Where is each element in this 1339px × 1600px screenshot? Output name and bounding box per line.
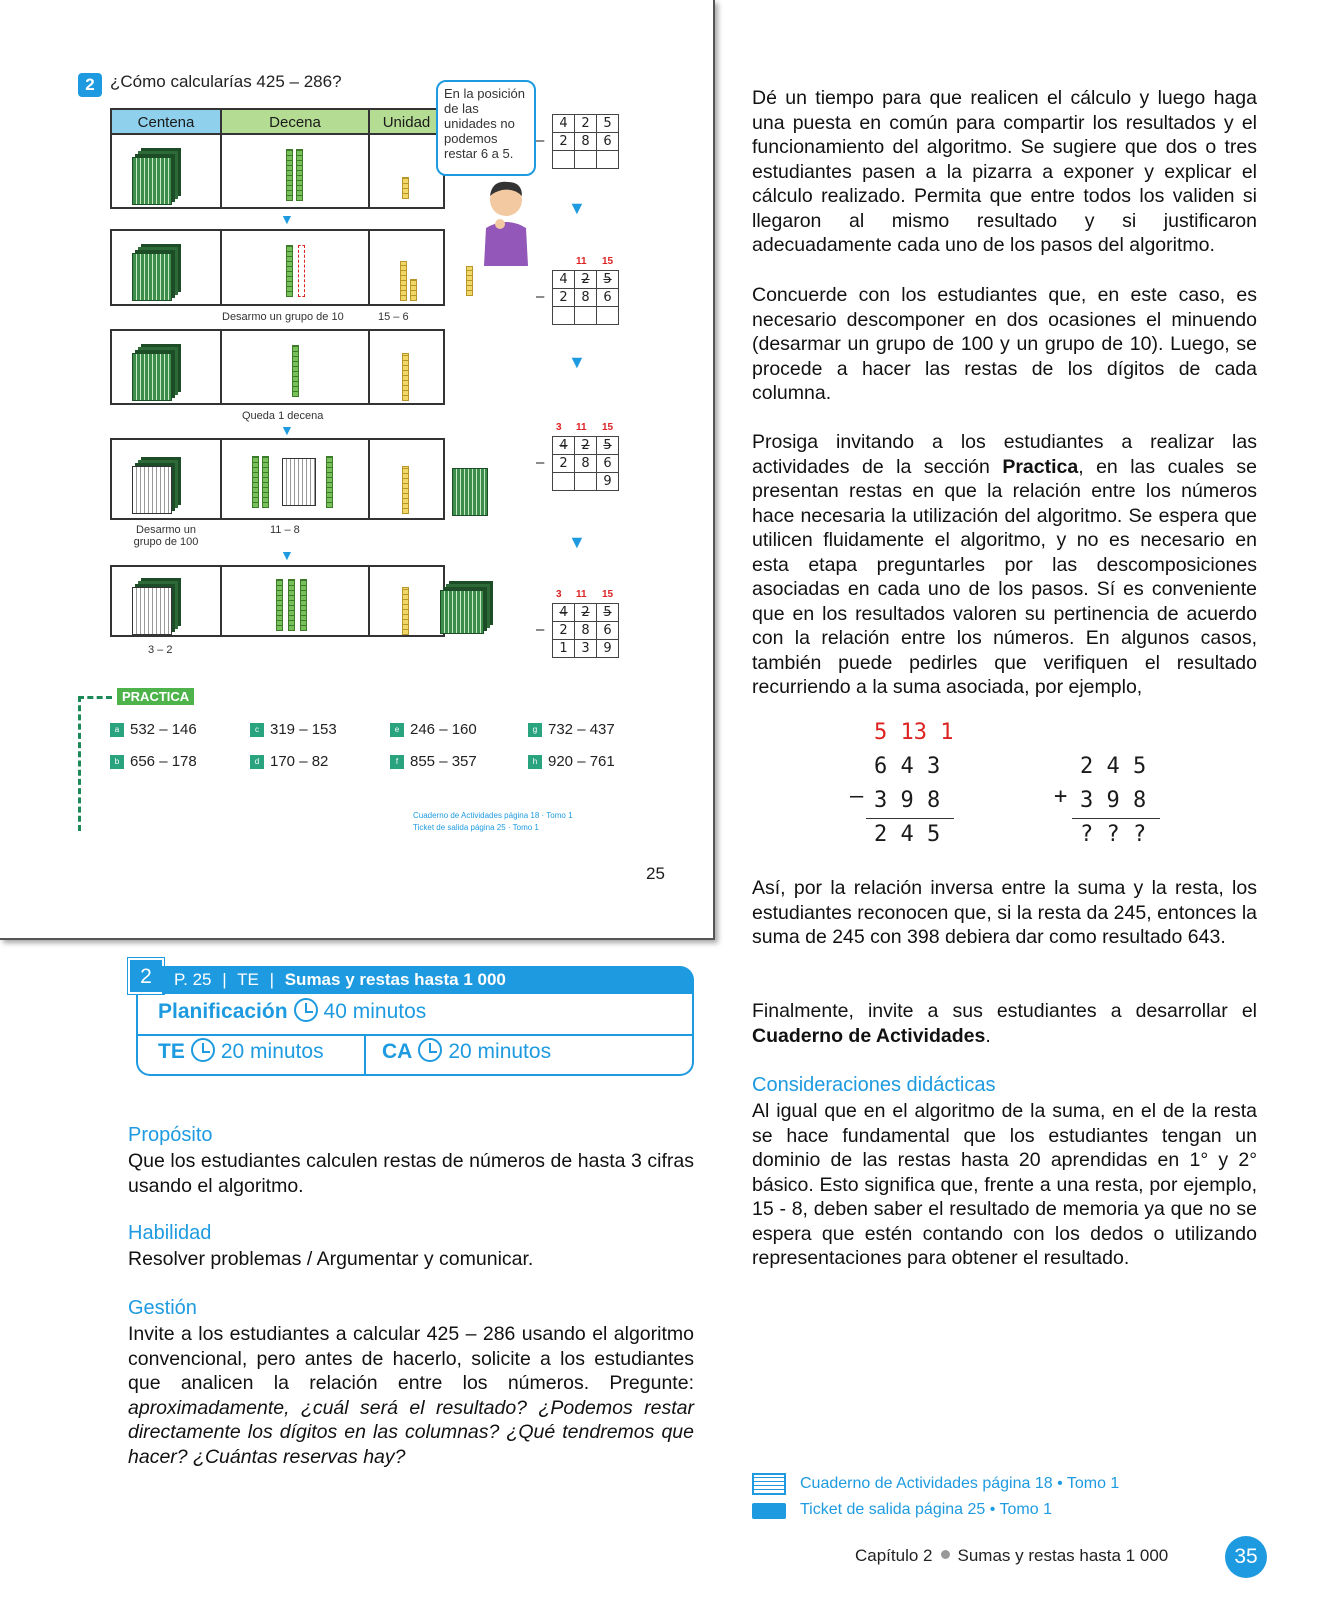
digit: 8 [575, 289, 597, 307]
digit [575, 473, 597, 491]
caption-units-op: 15 – 6 [378, 311, 409, 323]
tens-taken [452, 468, 488, 516]
digit-crossed: 2 [575, 437, 597, 455]
p3-part-a: Prosiga invitando a los estudiantes a realizar las actividades de la sección [752, 431, 1257, 478]
calc-carries: 5 13 1 [874, 720, 954, 745]
caption-one-ten-left: Queda 1 decena [242, 410, 324, 422]
exercise-expr: 246 – 160 [410, 721, 477, 738]
digit: 8 [575, 133, 597, 151]
digit-crossed: 5 [597, 437, 619, 455]
planning-divider [136, 1034, 694, 1036]
place-value-row-1 [110, 133, 445, 209]
calc-add-result: ? ? ? [1080, 822, 1147, 847]
exercise-g [528, 721, 615, 738]
carry-digit: 11 [576, 589, 587, 600]
exercise-expr: 656 – 178 [130, 753, 197, 770]
footer-title: Sumas y restas hasta 1 000 [957, 1546, 1169, 1565]
section-number-badge: 2 [128, 958, 164, 994]
digit-crossed: 4 [553, 604, 575, 622]
planning-header: P. 25 | TE | Sumas y restas hasta 1 000 [162, 966, 694, 994]
digit-crossed: 5 [597, 271, 619, 289]
calc-add-op: + [1054, 784, 1068, 809]
down-arrow-icon: ▼ [568, 198, 586, 218]
unit-cubes-taken [466, 266, 473, 296]
ref-ticket-small: Ticket de salida página 25 · Tomo 1 [413, 823, 539, 832]
down-arrow-icon: ▼ [280, 547, 294, 563]
p5-part-a: Finalmente, invite a sus estudiantes a desarrollar el [752, 1000, 1257, 1022]
p3-practica-bold: Practica [1002, 455, 1079, 478]
student-character-illustration [478, 176, 534, 266]
practica-dashed-line [78, 696, 81, 831]
digit: 8 [575, 622, 597, 640]
carry-digit: 15 [602, 256, 614, 267]
digit: 4 [553, 115, 575, 133]
planning-te-row [158, 1038, 324, 1064]
exercise-letter: f [390, 755, 404, 769]
student-page-thumbnail [0, 0, 715, 940]
ticket-icon [752, 1503, 786, 1519]
consideraciones-heading: Consideraciones didácticas [752, 1074, 996, 1096]
unit-cubes [410, 279, 417, 301]
notebook-icon [752, 1473, 786, 1495]
exercise-d [250, 753, 328, 770]
calc-rule [1072, 818, 1160, 819]
place-value-row-5 [110, 565, 445, 637]
ca-time: 20 minutos [448, 1040, 552, 1063]
planning-divider [364, 1034, 366, 1076]
exercise-letter: a [110, 723, 124, 737]
digit: 9 [597, 473, 619, 491]
hundred-blocks [132, 353, 172, 401]
exercise-letter: h [528, 755, 542, 769]
minus-sign: – [536, 132, 545, 149]
digit-crossed: 2 [575, 271, 597, 289]
question-title: ¿Cómo calcularías 425 – 286? [110, 72, 342, 91]
planning-title: Sumas y restas hasta 1 000 [284, 970, 506, 989]
clock-icon [418, 1038, 442, 1062]
carry-digit: 3 [556, 589, 562, 600]
carry-digit: 15 [602, 422, 614, 433]
exercise-letter: b [110, 755, 124, 769]
te-time-label: TE [158, 1040, 185, 1063]
ten-rod [262, 456, 269, 508]
question-number-badge: 2 [78, 73, 102, 97]
exercise-expr: 319 – 153 [270, 721, 337, 738]
paragraph-5 [752, 999, 1257, 1048]
minus-sign: – [536, 621, 545, 638]
subtraction-step-3 [536, 422, 622, 496]
calc-sub-bottom: 3 9 8 [874, 788, 941, 813]
p3-part-b: , en las cuales se presentan restas en que la relación entre los números hace necesaria la utilización del algoritmo. Se espera que utilicen fluidamente el algoritmo, y no es necesario en esta etapa preguntarles por las descomposiciones asociadas en cada uno de los pasos. Sí es conveniente que en los resultados valoren su pertinencia de acuerdo con la relación entre los números. En algunos casos, también puede pedirles que verifiquen el resultado recurriendo a la suma asociada, por ejemplo, [752, 455, 1257, 698]
ten-rod [252, 456, 259, 508]
digit: 6 [597, 289, 619, 307]
consideraciones-text: Al igual que en el algoritmo de la suma, en el de la resta se hace fundamental que los estudiantes tengan un dominio de las restas hasta 20 aprendidas en 1° y 2° básico. Esto significa que, frente a una resta, por ejemplo, 15 - 8, deben saber el resultado de memoria ya que no se espera que estén contando con los dedos o utilizando representaciones para obtener el resultado. [752, 1100, 1257, 1269]
unit-cubes [402, 466, 409, 514]
caption-regroup-hundred: Desarmo un grupo de 100 [133, 524, 199, 548]
exercise-b [110, 753, 197, 770]
footer-chapter: Capítulo 2 [855, 1546, 933, 1565]
exercise-letter: d [250, 755, 264, 769]
digit: 2 [553, 133, 575, 151]
p5-part-b: . [985, 1024, 991, 1047]
page-ref: P. 25 [174, 970, 212, 989]
place-value-row-4 [110, 438, 445, 520]
digit [553, 473, 575, 491]
ca-time-label: CA [382, 1040, 413, 1063]
digit-crossed: 2 [575, 604, 597, 622]
digit: 2 [553, 622, 575, 640]
down-arrow-icon: ▼ [280, 422, 294, 438]
exercise-letter: e [390, 723, 404, 737]
exercise-expr: 855 – 357 [410, 753, 477, 770]
exercise-letter: c [250, 723, 264, 737]
practica-label: PRACTICA [117, 688, 194, 705]
gestion-heading: Gestión [128, 1297, 197, 1319]
caption-regroup-ten: Desarmo un grupo de 10 [222, 311, 344, 323]
calc-sub-op: – [850, 784, 864, 809]
down-arrow-icon: ▼ [280, 211, 294, 227]
header-centena: Centena [112, 110, 222, 135]
exercise-expr: 732 – 437 [548, 721, 615, 738]
hundreds-taken [440, 590, 484, 634]
habilidad-heading: Habilidad [128, 1222, 212, 1244]
hundred-block-unpacked [132, 466, 172, 514]
ten-rod [326, 456, 333, 508]
unit-cubes [400, 261, 407, 301]
place-value-row-2 [110, 229, 445, 306]
clock-icon [191, 1038, 215, 1062]
calc-sub-result: 2 4 5 [874, 822, 941, 847]
digit: 9 [597, 640, 619, 658]
digit-crossed: 4 [553, 437, 575, 455]
proposito-heading: Propósito [128, 1124, 213, 1146]
place-value-row-3 [110, 329, 445, 405]
planificacion-time: 40 minutos [323, 1000, 427, 1023]
digit: 2 [553, 289, 575, 307]
digit: 6 [597, 622, 619, 640]
digit-crossed: 5 [597, 604, 619, 622]
calc-rule [866, 818, 954, 819]
carry-digit: 3 [556, 422, 562, 433]
subtraction-step-1 [536, 114, 622, 174]
bullet-dot [941, 1550, 950, 1559]
footer [855, 1546, 1168, 1566]
gestion-questions: aproximadamente, ¿cuál será el resultado? ¿Podemos restar directamente los dígitos en las columnas? ¿Qué tendremos que hacer? ¿Cuántas reservas hay? [128, 1396, 694, 1468]
digit: 4 [553, 271, 575, 289]
ref-ticket[interactable]: Ticket de salida página 25 • Tomo 1 [800, 1501, 1052, 1518]
ten-rod [286, 149, 293, 201]
exercise-expr: 920 – 761 [548, 753, 615, 770]
exercise-letter: g [528, 723, 542, 737]
speech-bubble: En la posición de las unidades no podemos restar 6 a 5. [436, 80, 536, 176]
digit: 2 [575, 115, 597, 133]
carry-digit: 11 [576, 422, 587, 433]
digit: 1 [553, 640, 575, 658]
exercise-f [390, 753, 477, 770]
planning-ca-row [382, 1038, 551, 1064]
caption-hundreds-op: 3 – 2 [148, 644, 173, 656]
header-unidad: Unidad [370, 110, 443, 135]
planificacion-label: Planificación [158, 1000, 288, 1023]
header-decena: Decena [222, 110, 370, 135]
digit: 8 [575, 455, 597, 473]
paragraph-2: Concuerde con los estudiantes que, en este caso, es necesario descomponer en dos ocasiones el minuendo (desarmar un grupo de 100 y un grupo de 10). Luego, se procede a hacer las restas de los dígitos de cada columna. [752, 284, 1257, 404]
te-time: 20 minutos [220, 1040, 324, 1063]
carry-digit: 11 [576, 256, 587, 267]
digit: 6 [597, 455, 619, 473]
student-page-number: 25 [646, 864, 665, 883]
paragraph-3 [752, 430, 1257, 700]
gestion-plain: Invite a los estudiantes a calcular 425 – 286 usando el algoritmo convencional, pero antes de hacerlo, solicite a los estudiantes que analicen la relación entre los números. Pregunte: [128, 1323, 694, 1394]
student-page-refs [413, 810, 573, 834]
ten-rod [276, 579, 283, 631]
digit: 2 [553, 455, 575, 473]
p5-cuaderno-bold: Cuaderno de Actividades [752, 1024, 986, 1047]
hundred-block-unpacked [132, 587, 172, 635]
tens-from-hundred [282, 458, 316, 506]
exercise-expr: 532 – 146 [130, 721, 197, 738]
subtraction-step-4 [536, 589, 622, 663]
ten-rod [292, 345, 299, 397]
carry-digit: 15 [602, 589, 614, 600]
down-arrow-icon: ▼ [568, 352, 586, 372]
unit-cubes [402, 353, 409, 401]
clock-icon [294, 998, 318, 1022]
paragraph-4: Así, por la relación inversa entre la suma y la resta, los estudiantes reconocen que, si la resta da 245, entonces la suma de 245 con 398 debiera dar como resultado 643. [752, 877, 1257, 948]
hundred-blocks [132, 253, 172, 301]
exercise-expr: 170 – 82 [270, 753, 329, 770]
page-number: 35 [1225, 1536, 1267, 1578]
paragraph-1: Dé un tiempo para que realicen el cálculo y luego haga una puesta en común para compartir los resultados y el funcionamiento del algoritmo. Se sugiere que dos o tres estudiantes pasen a la pizarra a exponer y explicar el cálculo realizado. Permita que entre todos los validen si llegaron al mismo resultado y si justificaron adecuadamente cada uno de los pasos del algoritmo. [752, 87, 1257, 256]
te-ref: TE [237, 970, 259, 989]
exercise-h [528, 753, 615, 770]
calc-add-top: 2 4 5 [1080, 754, 1147, 779]
ten-rod [286, 245, 293, 297]
planning-total-row [158, 998, 426, 1024]
digit: 3 [575, 640, 597, 658]
down-arrow-icon: ▼ [568, 532, 586, 552]
minus-sign: – [536, 454, 545, 471]
habilidad-text: Resolver problemas / Argumentar y comunicar. [128, 1248, 534, 1270]
ref-cuaderno-small: Cuaderno de Actividades página 18 · Tomo 1 [413, 811, 573, 820]
place-value-header [110, 108, 445, 135]
ref-cuaderno[interactable]: Cuaderno de Actividades página 18 • Tomo 1 [800, 1475, 1120, 1492]
digit: 5 [597, 115, 619, 133]
subtraction-step-2 [536, 256, 622, 330]
ten-rod [288, 579, 295, 631]
calc-sub-top: 6 4 3 [874, 754, 941, 779]
ten-rod-unpacked [298, 245, 305, 297]
gestion-text [128, 1322, 694, 1469]
proposito-text: Que los estudiantes calculen restas de números de hasta 3 cifras usando el algoritmo. [128, 1150, 694, 1197]
ten-rod [296, 149, 303, 201]
unit-cubes [402, 177, 409, 199]
hundred-blocks [132, 157, 172, 205]
minus-sign: – [536, 288, 545, 305]
unit-cubes [402, 587, 409, 635]
caption-tens-op: 11 – 8 [270, 524, 300, 536]
digit: 6 [597, 133, 619, 151]
calc-add-bottom: 3 9 8 [1080, 788, 1147, 813]
practica-dashed-line [78, 696, 112, 699]
exercise-c [250, 721, 337, 738]
ten-rod [300, 579, 307, 631]
exercise-e [390, 721, 477, 738]
exercise-a [110, 721, 197, 738]
